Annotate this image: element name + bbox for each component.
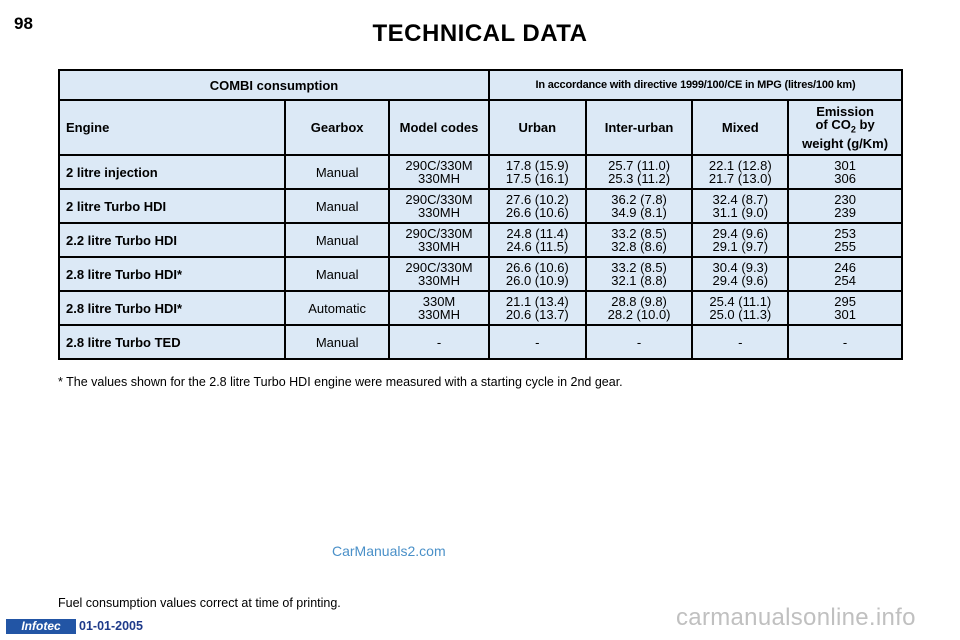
footer-site: carmanualsonline.info — [676, 604, 916, 631]
cell-mixed: 22.1 (12.8) 21.7 (13.0) — [692, 155, 788, 189]
cell-emission: - — [788, 325, 902, 359]
cell-emission: 246 254 — [788, 257, 902, 291]
cell-inter-urban: 25.7 (11.0) 25.3 (11.2) — [586, 155, 693, 189]
cell-gearbox: Manual — [285, 223, 389, 257]
cell-gearbox: Manual — [285, 155, 389, 189]
header-mixed: Mixed — [692, 100, 788, 155]
header-gearbox: Gearbox — [285, 100, 389, 155]
cell-engine: 2.8 litre Turbo HDI* — [59, 291, 285, 325]
cell-gearbox: Manual — [285, 325, 389, 359]
cell-emission: 230 239 — [788, 189, 902, 223]
cell-mixed: 32.4 (8.7) 31.1 (9.0) — [692, 189, 788, 223]
cell-gearbox: Manual — [285, 189, 389, 223]
cell-model-codes: - — [389, 325, 489, 359]
cell-mixed: - — [692, 325, 788, 359]
cell-mixed: 25.4 (11.1) 25.0 (11.3) — [692, 291, 788, 325]
cell-model-codes: 290C/330M 330MH — [389, 257, 489, 291]
cell-engine: 2.2 litre Turbo HDI — [59, 223, 285, 257]
cell-inter-urban: 33.2 (8.5) 32.8 (8.6) — [586, 223, 693, 257]
cell-inter-urban: 36.2 (7.8) 34.9 (8.1) — [586, 189, 693, 223]
footnote: * The values shown for the 2.8 litre Turbo HDI engine were measured with a starting cycle in 2nd gear. — [58, 375, 623, 389]
watermark: CarManuals2.com — [332, 543, 446, 559]
cell-engine: 2.8 litre Turbo TED — [59, 325, 285, 359]
cell-urban: 17.8 (15.9) 17.5 (16.1) — [489, 155, 586, 189]
cell-engine: 2 litre injection — [59, 155, 285, 189]
header-inter-urban: Inter-urban — [586, 100, 693, 155]
header-engine: Engine — [59, 100, 285, 155]
cell-emission: 295 301 — [788, 291, 902, 325]
table-row — [59, 223, 902, 257]
cell-inter-urban: 28.8 (9.8) 28.2 (10.0) — [586, 291, 693, 325]
page-title: TECHNICAL DATA — [372, 20, 588, 47]
cell-emission: 253 255 — [788, 223, 902, 257]
header-emission: Emission of $CO_2$ by weight (g/Km) — [788, 100, 902, 155]
infotec-logo: Infotec — [6, 619, 76, 634]
cell-mixed: 30.4 (9.3) 29.4 (9.6) — [692, 257, 788, 291]
cell-urban: 24.8 (11.4) 24.6 (11.5) — [489, 223, 586, 257]
cell-urban: 27.6 (10.2) 26.6 (10.6) — [489, 189, 586, 223]
cell-engine: 2.8 litre Turbo HDI* — [59, 257, 285, 291]
directive-label: In accordance with directive 1999/100/CE in MPG (litres/100 km) — [489, 70, 902, 100]
table-row — [59, 291, 902, 325]
cell-urban: - — [489, 325, 586, 359]
cell-gearbox: Automatic — [285, 291, 389, 325]
header-urban: Urban — [489, 100, 586, 155]
table-section-row — [59, 70, 902, 100]
cell-emission: 301 306 — [788, 155, 902, 189]
table-header-row — [59, 100, 902, 155]
cell-model-codes: 330M 330MH — [389, 291, 489, 325]
footer-date: 01-01-2005 — [79, 619, 143, 633]
cell-engine: 2 litre Turbo HDI — [59, 189, 285, 223]
cell-urban: 26.6 (10.6) 26.0 (10.9) — [489, 257, 586, 291]
cell-inter-urban: - — [586, 325, 693, 359]
table-body — [59, 155, 902, 359]
header-model-codes: Model codes — [389, 100, 489, 155]
page-number: 98 — [14, 14, 33, 33]
table-row — [59, 257, 902, 291]
printed-note: Fuel consumption values correct at time of printing. — [58, 596, 341, 610]
table-row — [59, 155, 902, 189]
cell-mixed: 29.4 (9.6) 29.1 (9.7) — [692, 223, 788, 257]
cell-inter-urban: 33.2 (8.5) 32.1 (8.8) — [586, 257, 693, 291]
table-row — [59, 189, 902, 223]
section-label: COMBI consumption — [59, 70, 489, 100]
table-row — [59, 325, 902, 359]
cell-urban: 21.1 (13.4) 20.6 (13.7) — [489, 291, 586, 325]
cell-model-codes: 290C/330M 330MH — [389, 155, 489, 189]
cell-gearbox: Manual — [285, 257, 389, 291]
cell-model-codes: 290C/330M 330MH — [389, 223, 489, 257]
consumption-table — [58, 69, 903, 360]
cell-model-codes: 290C/330M 330MH — [389, 189, 489, 223]
